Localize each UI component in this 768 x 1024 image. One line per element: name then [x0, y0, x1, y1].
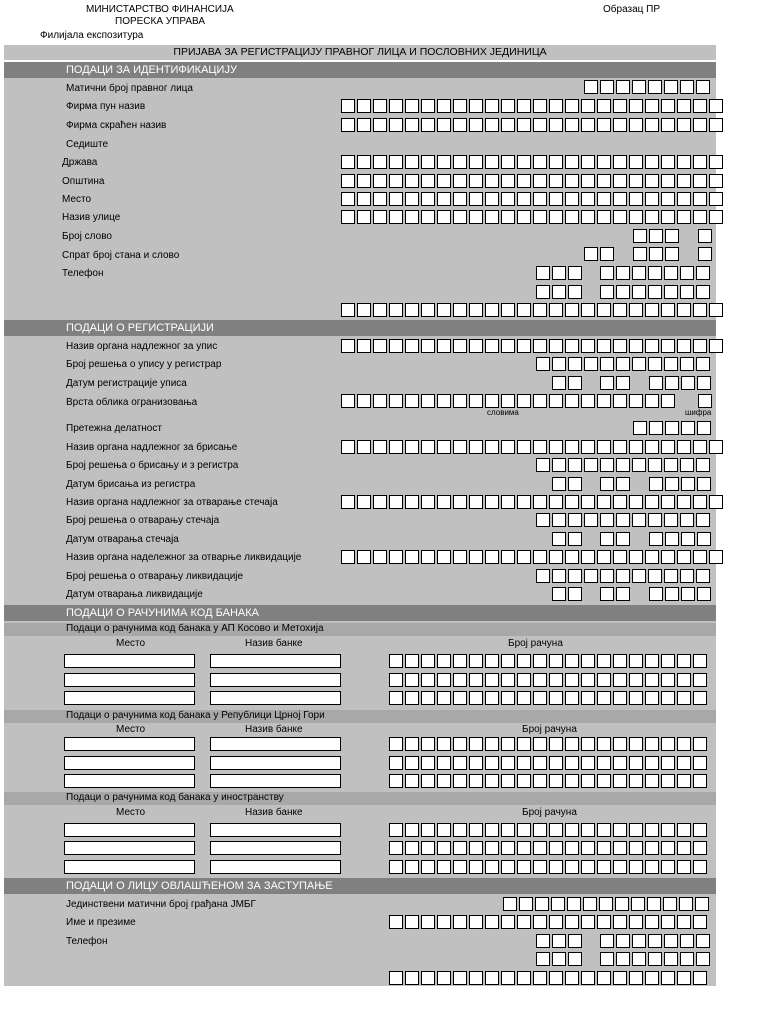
- kosovo-account-1[interactable]: [389, 654, 707, 668]
- kosovo-bank-1[interactable]: [210, 654, 341, 668]
- liquidation-date-year[interactable]: [649, 587, 711, 601]
- kosovo-bank-3[interactable]: [210, 691, 341, 705]
- number-letter-label: Број слово: [62, 231, 112, 242]
- col-bank-header: Назив банке: [245, 724, 303, 735]
- col-bank-header: Назив банке: [245, 638, 303, 649]
- montenegro-bank-2[interactable]: [210, 756, 341, 770]
- identification-section-header: ПОДАЦИ ЗА ИДЕНТИФИКАЦИЈУ: [4, 62, 716, 78]
- company-short-label: Фирма скраћен назив: [66, 120, 167, 131]
- registry-date-year[interactable]: [649, 376, 711, 390]
- banks-montenegro-header: Подаци о рачунима код банака у Републици Црној Гори: [4, 710, 716, 723]
- country-cells[interactable]: [341, 155, 723, 169]
- abroad-account-3[interactable]: [389, 860, 707, 874]
- bankruptcy-date-label: Датум отварања стечаја: [66, 534, 179, 545]
- col-account-header: Број рачуна: [522, 724, 577, 735]
- company-short-cells[interactable]: [341, 118, 723, 132]
- registry-decision-label: Број решења о упису у регистрар: [66, 359, 222, 370]
- main-activity-cells[interactable]: [633, 421, 711, 435]
- administration-name: ПОРЕСКА УПРАВА: [115, 16, 206, 27]
- col-bank-header: Назив банке: [245, 807, 303, 818]
- liquidation-date-day[interactable]: [552, 587, 582, 601]
- deletion-date-day[interactable]: [552, 477, 582, 491]
- name-label: Име и презиме: [66, 917, 136, 928]
- abroad-place-3[interactable]: [64, 860, 195, 874]
- rep-phone2-area-cells[interactable]: [536, 952, 582, 966]
- phone-label: Телефон: [62, 268, 104, 279]
- abroad-place-1[interactable]: [64, 823, 195, 837]
- abroad-bank-2[interactable]: [210, 841, 341, 855]
- number-cells[interactable]: [633, 229, 679, 243]
- kosovo-bank-2[interactable]: [210, 673, 341, 687]
- banks-section-header: ПОДАЦИ О РАЧУНИМА КОД БАНАКА: [4, 605, 716, 621]
- deletion-date-year[interactable]: [649, 477, 711, 491]
- main-activity-label: Претежна делатност: [66, 423, 162, 434]
- street-label: Назив улице: [62, 212, 121, 223]
- jmbg-cells[interactable]: [503, 897, 709, 911]
- col-account-header: Број рачуна: [522, 807, 577, 818]
- bankruptcy-decision-label: Број решења о отварању стечаја: [66, 515, 220, 526]
- montenegro-place-2[interactable]: [64, 756, 195, 770]
- rep-phone1-number-cells[interactable]: [600, 934, 710, 948]
- street-cells[interactable]: [341, 210, 723, 224]
- montenegro-account-2[interactable]: [389, 756, 707, 770]
- registry-date-month[interactable]: [600, 376, 630, 390]
- montenegro-place-1[interactable]: [64, 737, 195, 751]
- montenegro-account-3[interactable]: [389, 774, 707, 788]
- registration-number-label: Матични број правног лица: [66, 83, 193, 94]
- deletion-date-month[interactable]: [600, 477, 630, 491]
- registry-body-label: Назив органа надлежног за упис: [66, 341, 218, 352]
- form-title: ПРИЈАВА ЗА РЕГИСТРАЦИЈУ ПРАВНОГ ЛИЦА И ПОСЛОВНИХ ЈЕДИНИЦА: [173, 46, 547, 58]
- kosovo-place-3[interactable]: [64, 691, 195, 705]
- rep-phone-label: Телефон: [66, 936, 108, 947]
- seat-label: Седиште: [66, 139, 109, 150]
- bankruptcy-date-year[interactable]: [649, 532, 711, 546]
- abroad-account-2[interactable]: [389, 841, 707, 855]
- kosovo-account-2[interactable]: [389, 673, 707, 687]
- bankruptcy-date-month[interactable]: [600, 532, 630, 546]
- registry-date-label: Датум регистрације уписа: [66, 378, 187, 389]
- place-cells[interactable]: [341, 192, 723, 206]
- municipality-label: Општина: [62, 176, 105, 187]
- kosovo-place-2[interactable]: [64, 673, 195, 687]
- registry-body-cells[interactable]: [341, 339, 723, 353]
- kosovo-place-1[interactable]: [64, 654, 195, 668]
- letter-cell[interactable]: [698, 229, 712, 243]
- col-place-header: Место: [116, 638, 146, 649]
- in-words-caption: словима: [487, 408, 519, 417]
- apartment-letter-cell[interactable]: [698, 247, 712, 261]
- bankruptcy-date-day[interactable]: [552, 532, 582, 546]
- floor-cells[interactable]: [584, 247, 614, 261]
- phone1-number-cells[interactable]: [600, 266, 710, 280]
- col-account-header: Број рачуна: [508, 638, 563, 649]
- abroad-account-1[interactable]: [389, 823, 707, 837]
- banks-abroad-header: Подаци о рачунима код банака у иностранству: [4, 792, 716, 805]
- representative-section-header: ПОДАЦИ О ЛИЦУ ОВЛАШЋЕНОМ ЗА ЗАСТУПАЊЕ: [4, 878, 716, 894]
- bankruptcy-body-cells[interactable]: [341, 495, 723, 509]
- deletion-date-label: Датум брисања из регистра: [66, 479, 196, 490]
- org-form-cells[interactable]: [341, 394, 675, 408]
- place-label: Место: [62, 194, 92, 205]
- registration-number-cells[interactable]: [584, 80, 710, 94]
- registry-decision-cells[interactable]: [536, 357, 710, 371]
- abroad-place-2[interactable]: [64, 841, 195, 855]
- bankruptcy-body-label: Назив органа надлежног за отварање стечаја: [66, 497, 278, 508]
- municipality-cells[interactable]: [341, 174, 723, 188]
- rep-phone2-number-cells[interactable]: [600, 952, 710, 966]
- col-place-header: Место: [116, 807, 146, 818]
- deletion-body-label: Назив органа надлежног за брисање: [66, 442, 238, 453]
- banks-kosovo-header: Подаци о рачунима код банака у АП Косово и Метохија: [4, 623, 716, 636]
- liquidation-decision-cells[interactable]: [536, 569, 710, 583]
- email-cells[interactable]: [341, 303, 723, 317]
- deletion-decision-cells[interactable]: [536, 458, 710, 472]
- ministry-name: МИНИСТАРСТВО ФИНАНСИЈА: [86, 4, 234, 15]
- bankruptcy-decision-cells[interactable]: [536, 513, 710, 527]
- abroad-bank-1[interactable]: [210, 823, 341, 837]
- phone2-area-cells[interactable]: [536, 285, 582, 299]
- apartment-cells[interactable]: [633, 247, 679, 261]
- company-full-cells[interactable]: [341, 99, 723, 113]
- country-label: Држава: [62, 157, 98, 168]
- jmbg-label: Јединствени матични број грађана ЈМБГ: [66, 899, 256, 910]
- registry-date-day[interactable]: [552, 376, 582, 390]
- rep-phone1-area-cells[interactable]: [536, 934, 582, 948]
- montenegro-place-3[interactable]: [64, 774, 195, 788]
- rep-email-cells[interactable]: [389, 971, 707, 985]
- company-full-label: Фирма пун назив: [66, 101, 146, 112]
- abroad-bank-3[interactable]: [210, 860, 341, 874]
- floor-apartment-label: Спрат број стана и слово: [62, 250, 180, 261]
- montenegro-bank-3[interactable]: [210, 774, 341, 788]
- liquidation-body-label: Назив органа надележног за отварње ликвидације: [66, 552, 302, 563]
- liquidation-decision-label: Број решења о отварању ликвидације: [66, 571, 244, 582]
- name-cells[interactable]: [389, 915, 707, 929]
- deletion-decision-label: Број решења о брисању и з регистра: [66, 460, 239, 471]
- liquidation-body-cells[interactable]: [341, 550, 723, 564]
- branch-label: Филијала експозитура: [40, 30, 144, 41]
- kosovo-account-3[interactable]: [389, 691, 707, 705]
- form-code: Образац ПР: [603, 4, 661, 15]
- org-form-label: Врста облика огранизовања: [66, 397, 198, 408]
- montenegro-bank-1[interactable]: [210, 737, 341, 751]
- liquidation-date-month[interactable]: [600, 587, 630, 601]
- montenegro-account-1[interactable]: [389, 737, 707, 751]
- code-caption: шифра: [685, 408, 712, 417]
- phone2-number-cells[interactable]: [600, 285, 710, 299]
- liquidation-date-label: Датум отварања ликвидације: [66, 589, 203, 600]
- deletion-body-cells[interactable]: [341, 440, 723, 454]
- phone1-area-cells[interactable]: [536, 266, 582, 280]
- registration-section-header: ПОДАЦИ О РЕГИСТРАЦИЈИ: [4, 320, 716, 336]
- org-form-code-cell[interactable]: [698, 394, 712, 408]
- col-place-header: Место: [116, 724, 146, 735]
